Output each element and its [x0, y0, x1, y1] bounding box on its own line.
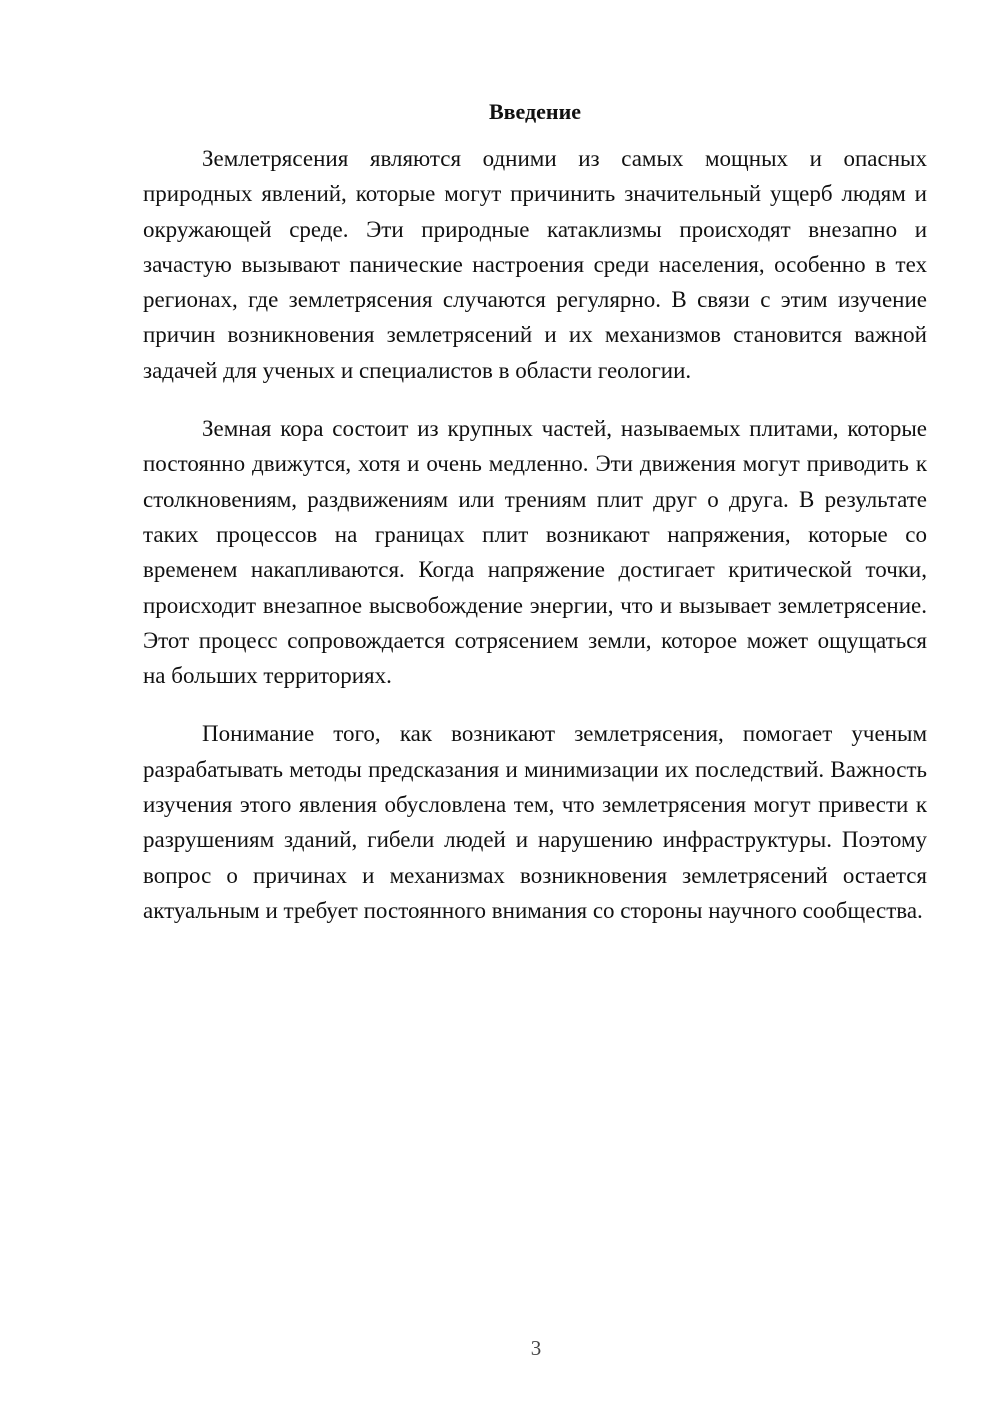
page-content	[143, 94, 927, 928]
paragraph-2: Земная кора состоит из крупных частей, называемых плитами, которые постоянно движутся, хотя и очень медленно. Эти движения могут приводить к столкновениям, раздвижениям или трениям плит друг о друга. В результате таких процессов на границах плит возникают напряжения, которые со временем накапливаются. Когда напряжение достигает критической точки, происходит внезапное высвобождение энергии, что и вызывает землетрясение. Этот процесс сопровождается сотрясением земли, которое может ощущаться на больших территориях.	[143, 416, 927, 689]
page-number: 3	[530, 1336, 542, 1360]
page-title: Введение	[488, 99, 582, 124]
paragraph-3: Понимание того, как возникают землетрясения, помогает ученым разрабатывать методы предсказания и минимизации их последствий. Важность изучения этого явления обусловлена тем, что землетрясения могут привести к разрушениям зданий, гибели людей и нарушению инфраструктуры. Поэтому вопрос о причинах и механизмах возникновения землетрясений остается актуальным и требует постоянного внимания со стороны научного сообщества.	[143, 721, 927, 923]
paragraph-1: Землетрясения являются одними из самых мощных и опасных природных явлений, которые могут причинить значительный ущерб людям и окружающей среде. Эти природные катаклизмы происходят внезапно и зачастую вызывают панические настроения среди населения, особенно в тех регионах, где землетрясения случаются регулярно. В связи с этим изучение причин возникновения землетрясений и их механизмов становится важной задачей для ученых и специалистов в области геологии.	[143, 146, 927, 383]
